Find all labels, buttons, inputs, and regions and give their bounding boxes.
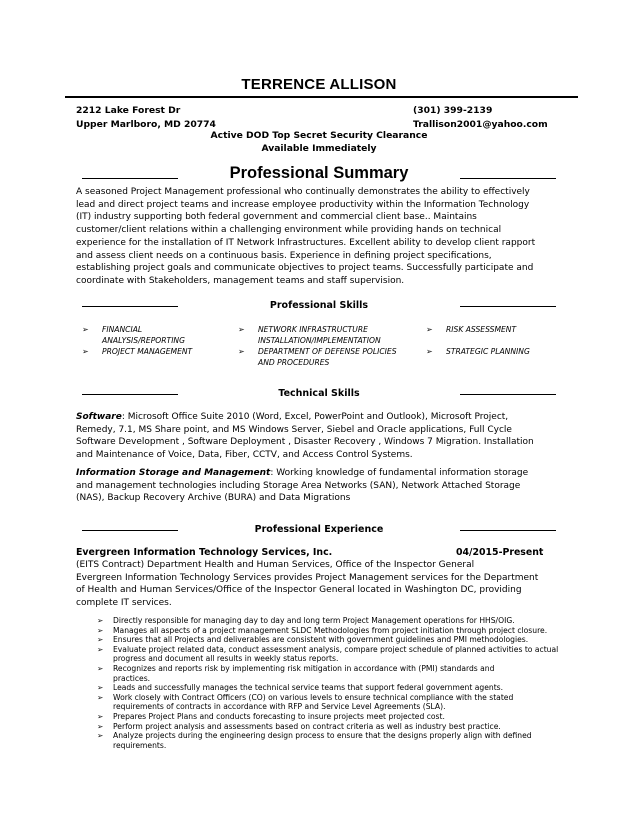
description-line: complete IT services. (76, 598, 172, 609)
software-label: Software (76, 412, 122, 422)
software-paragraph (76, 411, 568, 462)
header-rule (65, 96, 578, 98)
list-item: ➢ Work closely with Contract Officers (CO) on various levels to ensure technical compliance with the stated requirements of contracts in accordance with RFP and Service Level Agreements (SLA). (97, 692, 514, 712)
skill-item: ➢ RISK ASSESSMENT (426, 325, 517, 334)
arrow-bullet-icon: ➢ (97, 625, 104, 635)
summary-line: establishing project goals and communicate objectives to project teams. Successfully participate and (76, 263, 534, 274)
list-item: ➢ Directly responsible for managing day to day and long term Project Management operations for HHS/OIG. (97, 616, 515, 625)
skill-item: ➢ FINANCIAL ANALYSIS/REPORTING (82, 325, 186, 345)
skills-column-2 (238, 324, 397, 368)
summary-line: customer/client relations within a challenging environment while providing hands on technical (76, 225, 502, 236)
arrow-bullet-icon: ➢ (97, 731, 104, 741)
skills-heading: Professional Skills (269, 300, 369, 311)
list-item: ➢ Manages all aspects of a project management SLDC Methodologies from project initiation through project closure. (97, 625, 548, 635)
arrow-bullet-icon: ➢ (238, 325, 245, 334)
description-line: (EITS Contract) Department Health and Human Services, Office of the Inspector General (76, 560, 475, 570)
software-line: Software: Microsoft Office Suite 2010 (Word, Excel, PowerPoint and Outlook), Microsoft Project, (76, 412, 509, 422)
skills-right-rule (460, 306, 556, 307)
summary-line: (IT) industry supporting both federal government and commercial client base.. Maintains (76, 212, 477, 223)
list-item: ➢ Evaluate project related data, conduct assessment analysis, compare project schedule of planned activities to actual progress and document all results in weekly status reports. (97, 644, 559, 664)
list-item: ➢ Recognizes and reports risk by implementing risk mitigation in accordance with (PMI) standards and practices. (97, 663, 495, 683)
storage-line: (NAS), Backup Recovery Archive (BURA) and Data Migrations (76, 493, 351, 504)
description-line: of Health and Human Services/Office of the Inspector General located in Washington DC, providing (76, 585, 522, 596)
phone-number: (301) 399-2139 (413, 105, 493, 116)
summary-line: experience for the installation of IT Network Infrastructures. Excellent ability to develop client rapport (76, 237, 536, 248)
skill-item: ➢ PROJECT MANAGEMENT (82, 347, 193, 356)
technical-heading: Technical Skills (278, 388, 360, 399)
arrow-bullet-icon: ➢ (97, 616, 104, 625)
address-line-2: Upper Marlboro, MD 20774 (76, 119, 216, 130)
technical-right-rule (460, 394, 556, 395)
availability-line: Available Immediately (261, 143, 377, 154)
list-item: ➢ Analyze projects during the engineering design process to ensure that the designs properly align with defined requirements. (97, 731, 532, 750)
responsibilities-list (97, 616, 563, 750)
skills-column-1 (82, 324, 192, 357)
summary-right-rule (460, 178, 556, 179)
arrow-bullet-icon: ➢ (426, 325, 433, 334)
clearance-line: Active DOD Top Secret Security Clearance (210, 130, 428, 141)
arrow-bullet-icon: ➢ (97, 683, 104, 693)
summary-line: coordinate with Stakeholders, management teams and staff supervision. (76, 275, 405, 286)
list-item: ➢ Leads and successfully manages the technical service teams that support federal government agents. (97, 683, 504, 693)
arrow-bullet-icon: ➢ (426, 347, 433, 356)
list-item: ➢ Ensures that all Projects and deliverables are consistent with government guidelines and PMI methodologies. (97, 635, 529, 645)
summary-line: A seasoned Project Management professional who continually demonstrates the ability to effectively (76, 187, 530, 197)
arrow-bullet-icon: ➢ (238, 347, 245, 356)
experience-right-rule (460, 530, 556, 531)
skill-item: ➢ NETWORK INFRASTRUCTURE INSTALLATION/IMPLEMENTATION (238, 325, 381, 345)
employment-dates: 04/2015-Present (456, 547, 544, 558)
candidate-name: TERRENCE ALLISON (241, 76, 397, 93)
arrow-bullet-icon: ➢ (97, 635, 104, 645)
experience-heading: Professional Experience (254, 524, 384, 535)
software-line: and Maintenance of Voice, Data, Fiber, CCTV, and Access Control Systems. (76, 450, 413, 461)
employer-name: Evergreen Information Technology Services, Inc. (76, 547, 333, 558)
list-item: ➢ Prepares Project Plans and conducts forecasting to insure projects meet projected cost. (97, 711, 445, 721)
skill-item: ➢ STRATEGIC PLANNING (426, 347, 530, 356)
summary-paragraph (76, 186, 568, 288)
software-line: Software Development , Software Deployment , Disaster Recovery , Windows 7 Migration. Installation (76, 437, 534, 448)
employer-description (76, 559, 568, 610)
skill-item: ➢ DEPARTMENT OF DEFENSE POLICIES AND PROCEDURES (238, 347, 397, 367)
arrow-bullet-icon: ➢ (82, 325, 89, 334)
summary-line: lead and direct project teams and increase employee productivity within the Information Technology (76, 199, 530, 210)
storage-line: and management technologies including Storage Area Networks (SAN), Network Attached Storage (76, 480, 521, 491)
arrow-bullet-icon: ➢ (97, 644, 104, 654)
list-item: ➢ Perform project analysis and assessments based on contract criteria as well as industry best practice. (97, 721, 501, 731)
arrow-bullet-icon: ➢ (97, 692, 104, 702)
storage-paragraph (76, 467, 568, 505)
email-address: Trallison2001@yahoo.com (413, 119, 548, 130)
arrow-bullet-icon: ➢ (97, 711, 104, 721)
arrow-bullet-icon: ➢ (97, 663, 104, 673)
storage-line: Information Storage and Management: Working knowledge of fundamental information storage (76, 468, 529, 478)
arrow-bullet-icon: ➢ (97, 721, 104, 731)
description-line: Evergreen Information Technology Services provides Project Management services for the Department (76, 572, 539, 583)
storage-label: Information Storage and Management (76, 468, 271, 478)
software-line: Remedy, 7.1, MS Share point, and MS Windows Server, Siebel and Oracle applications, Full Cycle (76, 424, 512, 435)
address-line-1: 2212 Lake Forest Dr (76, 105, 181, 116)
skills-column-3 (426, 324, 530, 357)
summary-heading: Professional Summary (229, 164, 409, 182)
summary-line: and assess client needs on a continuous basis. Experience in defining project specifications, (76, 250, 492, 261)
arrow-bullet-icon: ➢ (82, 347, 89, 356)
